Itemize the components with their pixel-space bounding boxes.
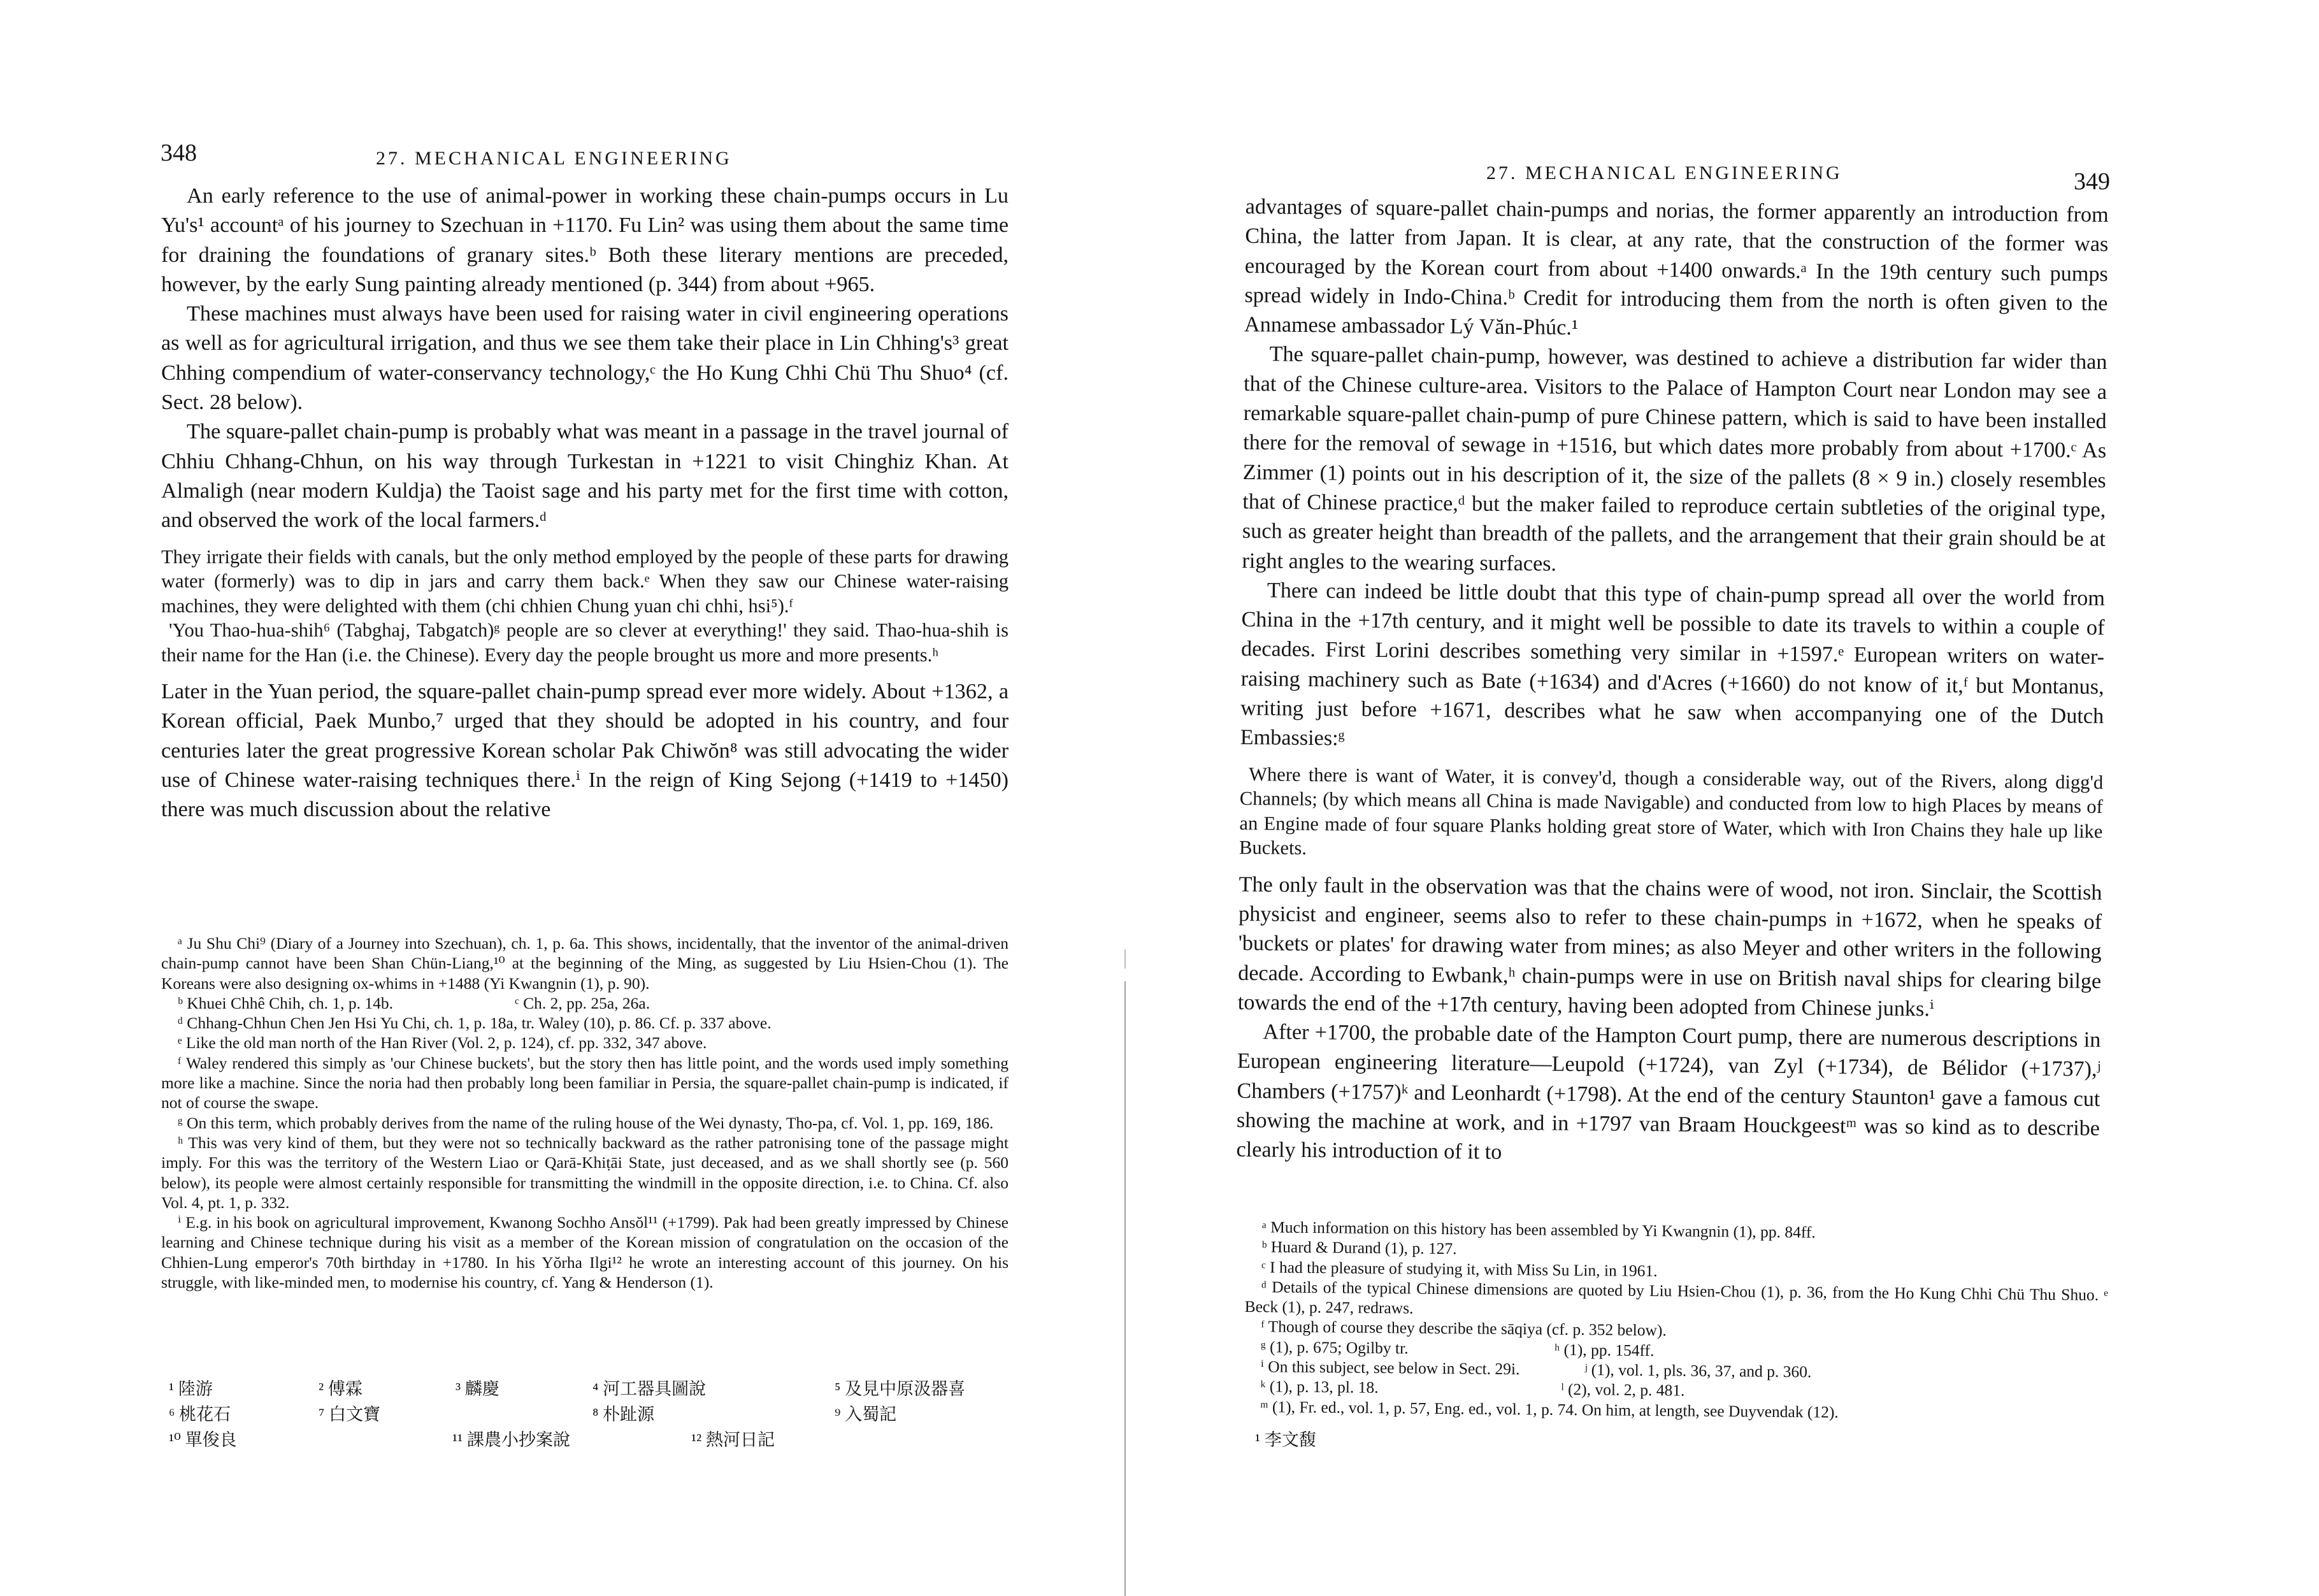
- footnote: ᵈ Chhang-Chhun Chen Jen Hsi Yu Chi, ch. 1, p. 18a, tr. Waley (10), p. 86. Cf. p. 337 above.: [178, 1014, 772, 1033]
- paragraph: After +1700, the probable date of the Hampton Court pump, there are numerous descriptions in European engineering literature—Leupold (+1724), van Zyl (+1734), de Bélidor (+1737),ʲ Chambers (+1757)ᵏ and Leonhardt (+1798). At the end of the century Staunton¹ gave a famous cut showing the machine at work, and in +1797 van Braam Houckgeestᵐ was so kind as to describe clearly his introduction of it to: [1236, 1020, 2101, 1165]
- running-header: 27. MECHANICAL ENGINEERING: [376, 148, 732, 169]
- paragraph: An early reference to the use of animal-power in working these chain-pumps occurs in Lu Yu's¹ accountᵃ of his journey to Szechuan in +1170. Fu Lin² was using them about the same time for draining the foundations of granary sites.ᵇ Both these literary mentions are preceded, however, by the early Sung painting already mentioned (p. 344) from about +965.: [161, 184, 1009, 296]
- footnote: ᵐ (1), Fr. ed., vol. 1, p. 57, Eng. ed., vol. 1, p. 74. On him, at length, see Duyvendak (12).: [1260, 1397, 1839, 1421]
- glossary-entry: ⁴ 河工器具圖說: [592, 1379, 707, 1398]
- character-glossary: [169, 1376, 1010, 1453]
- glossary-entry: ¹ 李文馥: [1255, 1430, 1316, 1449]
- glossary-entry: ⁸ 朴趾源: [592, 1405, 655, 1424]
- paragraph: The square-pallet chain-pump, however, was destined to achieve a distribution far wider than that of the Chinese culture-area. Visitors to the Palace of Hampton Court near London may see a remarkable square-pallet chain-pump of pure Chinese pattern, which is said to have been installed there for the removal of sewage in +1516, but which dates more probably from about +1700.ᶜ As Zimmer (1) points out in his description of it, the size of the pallets (8 × 9 in.) closely resembles that of Chinese practice,ᵈ but the maker failed to reproduce certain subtleties of the original type, such as greater height than breadth of the pallets, and the arrangement that their grain should be at right angles to the wearing surfaces.: [1242, 342, 2107, 576]
- glossary-entry: ¹² 熱河日記: [691, 1430, 775, 1449]
- glossary-entry: ² 傅霖: [319, 1379, 363, 1398]
- paragraph: The only fault in the observation was that the chains were of wood, not iron. Sinclair, the Scottish physicist and engineer, seems also to refer to these chain-pumps in +1672, when he speaks of 'buckets or plates' for drawing water from mines; as also Meyer and other writers in the following decade. According to Ewbank,ʰ chain-pumps were in use on British naval ships for clearing bilge towards the end of the +17th century, having been adopted from Chinese junks.ⁱ: [1237, 872, 2102, 1021]
- body-text: [1236, 192, 2109, 1174]
- paragraph: There can indeed be little doubt that this type of chain-pump spread all over the world from China in the +17th century, and it might well be possible to date its travels to within a couple of decades. First Lorini describes something very similar in +1597.ᵉ European writers on water-raising machinery such as Bate (+1634) and d'Acres (+1660) do not know of it,ᶠ but Montanus, writing just before +1671, describes what he saw when accompanying one of the Dutch Embassies:ᵍ: [1240, 579, 2106, 751]
- footnote: ⁱ On this subject, see below in Sect. 29i. ʲ (1), vol. 1, pls. 36, 37, and p. 360.: [1260, 1357, 1812, 1381]
- footnote: ᶠ Waley rendered this simply as 'our Chinese buckets', but the story then has little point, and the words used imply something more like a machine. Since the noria had then probably long been familiar in Persia, the square-pallet chain-pump is indicated, if not of course the swape.: [161, 1053, 1009, 1112]
- body-text: [161, 182, 1009, 825]
- footnotes: [161, 933, 1009, 1292]
- footnote: ᵉ Like the old man north of the Han River (Vol. 2, p. 124), cf. pp. 332, 347 above.: [178, 1033, 707, 1053]
- footnote: ᵇ Khuei Chhê Chih, ch. 1, p. 14b. ᶜ Ch. 2, pp. 25a, 26a.: [178, 993, 650, 1012]
- glossary-entry: ¹ 陸游: [169, 1379, 213, 1398]
- character-glossary: [1255, 1427, 1316, 1453]
- quote-paragraph: They irrigate their fields with canals, but the only method employed by the people of these parts for drawing water (formerly) was to dip in jars and carry them back.ᵉ When they saw our Chinese water-raising machines, they were delighted with them (chi chhien Chung yuan chi chhi, hsi⁵).ᶠ: [161, 545, 1009, 617]
- block-quote: [1239, 762, 2103, 868]
- page-number: 348: [161, 140, 197, 166]
- footnote: ᵃ Ju Shu Chi⁹ (Diary of a Journey into Szechuan), ch. 1, p. 6a. This shows, incidentally, that the inventor of the animal-driven chain-pump cannot have been Shan Chün-Liang,¹⁰ at the beginning of the Ming, as suggested by Liu Hsien-Chou (1). The Koreans were also designing ox-whims in +1488 (Yi Kwangnin (1), p. 90).: [161, 934, 1009, 993]
- paragraph: advantages of square-pallet chain-pumps and norias, the former apparently an introduction from China, the latter from Japan. It is clear, at any rate, that the construction of the former was encouraged by the Korean court from about +1400 onwards.ᵃ In the 19th century such pumps spread widely in Indo-China.ᵇ Credit for introducing them from the north is often given to the Annamese ambassador Lý Văn-Phúc.¹: [1244, 194, 2109, 340]
- paragraph: These machines must always have been used for raising water in civil engineering operations as well as for agricultural irrigation, and thus we see them take their place in Lin Chhing's³ great Chhing compendium of water-conservancy technology,ᶜ the Ho Kung Chhi Chü Thu Shuo⁴ (cf. Sect. 28 below).: [161, 302, 1009, 415]
- footnote: ᵈ Details of the typical Chinese dimensions are quoted by Liu Hsien-Chou (1), p. 36, from the Ho Kung Chhi Chü Thu Shuo. ᵉ Beck (1), p. 247, redraws.: [1244, 1277, 2109, 1318]
- footnote: ᵃ Much information on this history has been assembled by Yi Kwangnin (1), pp. 84ff.: [1261, 1218, 1816, 1242]
- footnote: ᵇ Huard & Durand (1), p. 127.: [1261, 1237, 1457, 1258]
- paragraph: The square-pallet chain-pump is probably what was meant in a passage in the travel journal of Chhiu Chhang-Chhun, on his way through Turkestan in +1221 to visit Chinghiz Khan. At Almaligh (near modern Kuldja) the Taoist sage and his party met for the first time with cotton, and observed the work of the local farmers.ᵈ: [161, 420, 1009, 533]
- glossary-entry: ⁵ 及見中原汲器喜: [835, 1379, 966, 1398]
- glossary-entry: ¹⁰ 單俊良: [169, 1430, 237, 1449]
- footnote: ᶠ Though of course they describe the sāqiya (cf. p. 352 below).: [1261, 1317, 1667, 1340]
- running-header: 27. MECHANICAL ENGINEERING: [1486, 162, 1842, 183]
- footnote: ᵍ On this term, which probably derives from the name of the ruling house of the Wei dynasty, Tho-pa, cf. Vol. 1, pp. 169, 186.: [178, 1113, 994, 1132]
- glossary-entry: ⁷ 白文寶: [319, 1405, 381, 1424]
- footnotes: [1244, 1217, 2109, 1425]
- block-quote: [161, 545, 1009, 668]
- page-gutter: [1124, 981, 1126, 1596]
- glossary-entry: ⁹ 入蜀記: [835, 1405, 897, 1424]
- glossary-entry: ⁶ 桃花石: [169, 1405, 231, 1424]
- footnote: ᵏ (1), p. 13, pl. 18. ˡ (2), vol. 2, p. 481.: [1260, 1377, 1685, 1400]
- page-number: 349: [2074, 168, 2110, 195]
- quote-paragraph: 'You Thao-hua-shih⁶ (Tabghaj, Tabgatch)ᵍ people are so clever at everything!' they said. Thao-hua-shih is their name for the Han (i.e. the Chinese). Every day the people brought us more and more presents.ʰ: [161, 619, 1009, 666]
- page-gutter-mark: [1124, 949, 1126, 968]
- footnote: ʰ This was very kind of them, but they were not so technically backward as the rather patronising tone of the passage might imply. For this was the territory of the Western Liao or Qarā-Khiṭāi State, just deceased, and as we shall shortly see (p. 560 below), its people were almost certainly responsible for transmitting the windmill in the opposite direction, i.e. to China. Cf. also Vol. 4, pt. 1, p. 332.: [161, 1133, 1009, 1212]
- footnote: ᶜ I had the pleasure of studying it, with Miss Su Lin, in 1961.: [1261, 1257, 1658, 1280]
- quote-paragraph: Where there is want of Water, it is convey'd, though a considerable way, out of the Rivers, along digg'd Channels; (by which means all China is made Navigable) and conducted from low to high Places by means of an Engine made of four square Planks holding great store of Water, which with Iron Chains they hale up like Buckets.: [1238, 763, 2104, 859]
- glossary-entry: ³ 麟慶: [456, 1379, 499, 1398]
- footnote: ⁱ E.g. in his book on agricultural improvement, Kwanong Sochho Ansŏl¹¹ (+1799). Pak had been greatly impressed by Chinese learning and Chinese technique during his visit as a member of the Korean mission of congratulation on the occasion of the Chhien-Lung emperor's 70th birthday in +1780. In his Yŏrha Ilgi¹² he wrote an interesting account of this journey. On his struggle, with like-minded men, to modernise his country, cf. Yang & Henderson (1).: [161, 1213, 1009, 1292]
- glossary-entry: ¹¹ 課農小抄案說: [452, 1430, 570, 1449]
- paragraph: Later in the Yuan period, the square-pallet chain-pump spread ever more widely. About +1362, a Korean official, Paek Munbo,⁷ urged that they should be adopted in his country, and four centuries later the great progressive Korean scholar Pak Chiwŏn⁸ was still advocating the wider use of Chinese water-raising techniques there.ⁱ In the reign of King Sejong (+1419 to +1450) there was much discussion about the relative: [161, 680, 1009, 822]
- footnote: ᵍ (1), p. 675; Ogilby tr. ʰ (1), pp. 154ff.: [1260, 1337, 1655, 1360]
